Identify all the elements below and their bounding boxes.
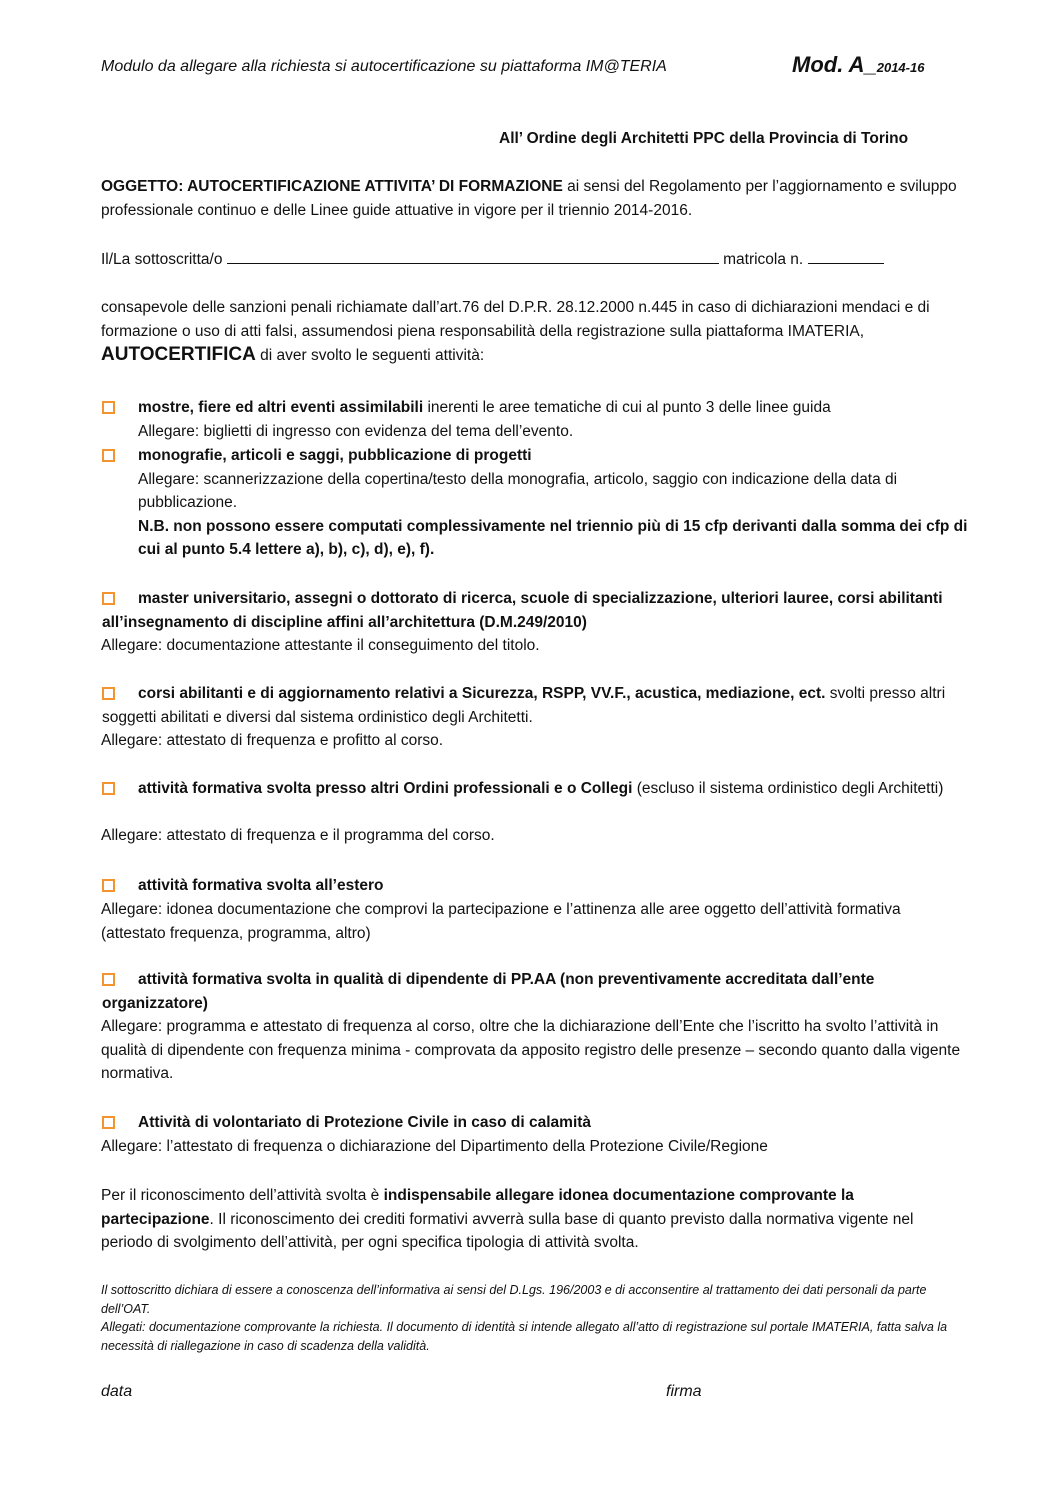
date-label: data <box>101 1383 133 1400</box>
declaration-paragraph <box>101 296 963 368</box>
subject-text: ai sensi del Regolamento per l’aggiornamento e sviluppo professionale continuo e delle Linee guide attuative in vigore per il triennio 2014-2016. <box>101 178 957 219</box>
subject-title: OGGETTO: AUTOCERTIFICAZIONE ATTIVITA’ DI FORMAZIONE <box>101 178 563 195</box>
item-title: attività formativa svolta presso altri Ordini professionali e o Collegi <box>138 780 633 797</box>
declaration-text: consapevole delle sanzioni penali richiamate dall’art.76 del D.P.R. 28.12.2000 n.445 in caso di dichiarazioni mendaci e di formazione o uso di atti falsi, assumendosi piena responsabilità della registrazione sulla piattaforma IMATERIA, <box>101 299 930 340</box>
list-item-mostre <box>102 396 968 443</box>
recognition-paragraph <box>101 1184 963 1255</box>
item-title: Attività di volontariato di Protezione Civile in caso di calamità <box>138 1114 592 1131</box>
list-item-ordini <box>102 777 964 801</box>
item-title-rest: (escluso il sistema ordinistico degli Architetti) <box>632 780 944 797</box>
item-attachment-master: Allegare: documentazione attestante il conseguimento del titolo. <box>101 637 540 654</box>
attachments-note: Allegati: documentazione comprovante la richiesta. Il documento di identità si intende allegato all’atto di registrazione sul portale IMATERIA, fatta salva la necessità di riallegazione in caso di scadenza della validità. <box>101 1320 948 1353</box>
list-item-monografie <box>102 444 968 562</box>
matricola-label: matricola n. <box>723 251 804 268</box>
header-caption: Modulo da allegare alla richiesta si autocertificazione su piattaforma IM@TERIA <box>101 58 667 75</box>
recognition-end: . Il riconoscimento dei crediti formativi avverrà sulla base di quanto previsto dalla normativa vigente nel periodo di svolgimento dell’attività, per ogni specifica tipologia di attività svolta. <box>101 1210 914 1251</box>
autocertifica-word: AUTOCERTIFICA <box>101 344 256 365</box>
item-attachment-corsi: Allegare: attestato di frequenza e profitto al corso. <box>101 732 444 749</box>
item-title: corsi abilitanti e di aggiornamento relativi a Sicurezza, RSPP, VV.F., acustica, mediazione, ect. <box>138 685 826 702</box>
subject-paragraph <box>101 175 963 222</box>
list-item-dipendente <box>102 968 964 1015</box>
item-attachment: Allegare: biglietti di ingresso con evidenza del tema dell’evento. <box>138 422 574 440</box>
item-attachment: Allegare: scannerizzazione della copertina/testo della monografia, articolo, saggio con indicazione della data di pubblicazione. <box>138 470 898 511</box>
list-item-master <box>102 587 964 634</box>
declaration-end: di aver svolto le seguenti attività: <box>255 347 485 364</box>
list-item-volontariato <box>102 1111 964 1135</box>
signature-label: firma <box>666 1383 702 1400</box>
declarant-line <box>101 248 963 272</box>
addressee: All’ Ordine degli Architetti PPC della Provincia di Torino <box>499 130 909 147</box>
item-title: master universitario, assegni o dottorato di ricerca, scuole di specializzazione, ulteriori lauree, corsi abilitanti all’insegnamento di discipline affini all’architettura (D.M.249/2010) <box>102 590 943 631</box>
name-field[interactable] <box>227 248 719 264</box>
item-title-rest: inerenti le aree tematiche di cui al punto 3 delle linee guida <box>423 399 831 416</box>
item-attachment-dipendente: Allegare: programma e attestato di frequenza al corso, oltre che la dichiarazione dell’Ente che l’iscritto ha svolto l’attività in qualità di dipendente con frequenza minima - comprovata da apposito registro delle presenze – secondo quanto dalla vigente normativa. <box>101 1018 961 1082</box>
item-title: monografie, articoli e saggi, pubblicazione di progetti <box>138 447 532 464</box>
item-title: mostre, fiere ed altri eventi assimilabili <box>138 399 424 416</box>
privacy-note: Il sottoscritto dichiara di essere a conoscenza dell’informativa ai sensi del D.Lgs. 196/2003 e di acconsentire al trattamento dei dati personali da parte dell’OAT. <box>101 1283 927 1316</box>
item-note: N.B. non possono essere computati complessivamente nel triennio più di 15 cfp derivanti dalla somma dei cfp di cui al punto 5.4 lettere a), b), c), d), e), f). <box>138 517 968 558</box>
list-item-estero <box>102 874 964 898</box>
item-title-rest: svolti presso altri soggetti abilitati e diversi dal sistema ordinistico degli Architetti. <box>102 685 946 726</box>
recognition-bold: indispensabile allegare idonea documentazione comprovante la partecipazione <box>101 1187 854 1228</box>
item-attachment-volontariato: Allegare: l’attestato di frequenza o dichiarazione del Dipartimento della Protezione Civile/Regione <box>101 1138 768 1155</box>
form-code-year: 2014-16 <box>876 60 925 75</box>
item-title: attività formativa svolta in qualità di dipendente di PP.AA (non preventivamente accreditata dall’ente organizzatore) <box>102 971 875 1012</box>
item-attachment-ordini: Allegare: attestato di frequenza e il programma del corso. <box>101 827 495 844</box>
form-code-label: Mod. A_ <box>792 52 877 77</box>
recognition-start: Per il riconoscimento dell’attività svolta è <box>101 1187 384 1204</box>
item-title: attività formativa svolta all’estero <box>138 877 384 894</box>
form-code <box>792 52 924 78</box>
item-attachment-estero: Allegare: idonea documentazione che comprovi la partecipazione e l’attinenza alle aree oggetto dell’attività formativa (attestato frequenza, programma, altro) <box>101 901 901 942</box>
declarant-label: Il/La sottoscritta/o <box>101 251 223 268</box>
matricola-field[interactable] <box>808 248 884 264</box>
list-item-corsi <box>102 682 964 729</box>
